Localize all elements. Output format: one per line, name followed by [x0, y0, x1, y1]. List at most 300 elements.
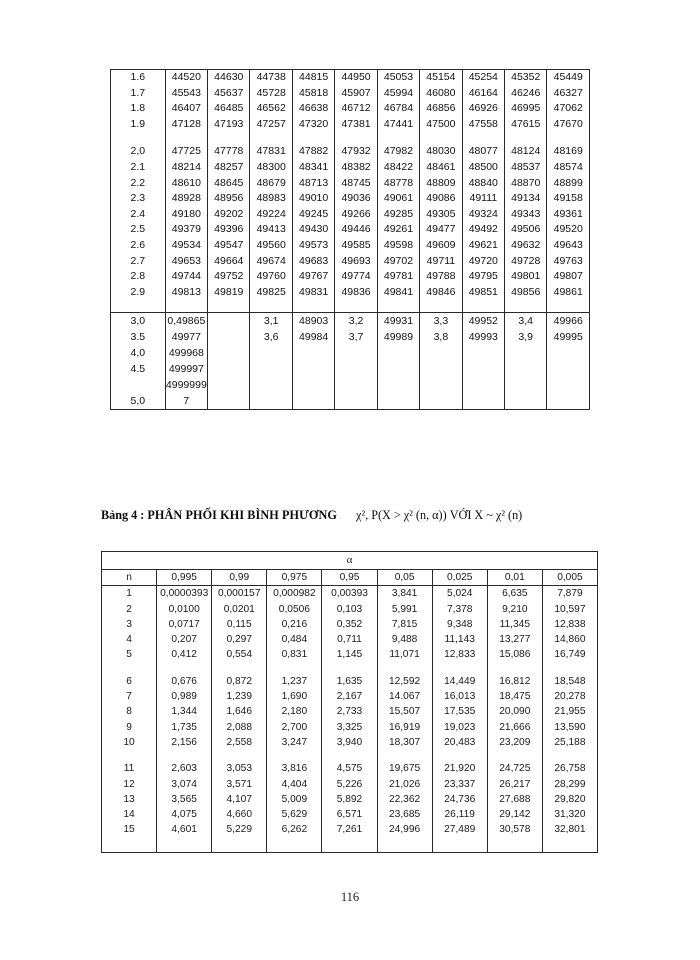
table-row: [111, 300, 590, 313]
data-cell: [335, 393, 377, 410]
data-cell: 3,2: [335, 313, 377, 330]
data-cell: 49841: [377, 285, 419, 301]
data-cell: 49693: [335, 254, 377, 270]
data-cell: 49609: [420, 238, 462, 254]
data-cell: 18,307: [377, 735, 432, 750]
data-cell: 24,736: [432, 792, 487, 807]
data-cell: 49343: [505, 207, 547, 223]
row-header-cell: 2.3: [111, 191, 166, 207]
data-cell: [462, 345, 504, 361]
data-cell: 3,940: [322, 735, 377, 750]
row-header-cell: 15: [102, 822, 157, 837]
data-cell: 49643: [547, 238, 590, 254]
table-row: [111, 361, 590, 377]
data-cell: 45154: [420, 70, 462, 86]
data-cell: 49993: [462, 329, 504, 345]
data-cell: 47128: [165, 117, 207, 133]
data-cell: 49158: [547, 191, 590, 207]
data-cell: 46407: [165, 101, 207, 117]
data-cell: 49788: [420, 269, 462, 285]
row-header-cell: [111, 377, 166, 393]
data-cell: 0,000157: [212, 586, 267, 602]
normal-distribution-table: [110, 69, 590, 410]
data-cell: 48574: [547, 160, 590, 176]
data-cell: 47882: [292, 144, 334, 160]
row-header-cell: 3: [102, 617, 157, 632]
data-cell: 16,749: [542, 647, 597, 662]
table-row: [102, 632, 598, 647]
data-cell: [420, 345, 462, 361]
table-row: [102, 822, 598, 837]
data-cell: 49795: [462, 269, 504, 285]
data-cell: 15,507: [377, 704, 432, 719]
data-cell: 48679: [250, 176, 292, 192]
table-row: [111, 269, 590, 285]
row-header-cell: 7: [102, 689, 157, 704]
data-cell: 48983: [250, 191, 292, 207]
data-cell: [292, 300, 334, 313]
data-cell: 6,571: [322, 807, 377, 822]
data-cell: 49744: [165, 269, 207, 285]
data-cell: 0,872: [212, 674, 267, 689]
data-cell: 12,833: [432, 647, 487, 662]
data-cell: 7,879: [542, 586, 597, 602]
data-cell: 1,735: [157, 720, 212, 735]
spacer-row: [102, 838, 598, 853]
data-cell: 6,635: [487, 586, 542, 602]
table4-heading: PHÂN PHỐI KHI BÌNH PHƯƠNG: [147, 508, 337, 522]
data-cell: 5,024: [432, 586, 487, 602]
table-row: [111, 345, 590, 361]
data-cell: [250, 377, 292, 393]
data-cell: 49111: [462, 191, 504, 207]
data-cell: [462, 377, 504, 393]
data-cell: 49361: [547, 207, 590, 223]
data-cell: 49632: [505, 238, 547, 254]
data-cell: 49305: [420, 207, 462, 223]
data-cell: 48537: [505, 160, 547, 176]
data-cell: [250, 393, 292, 410]
data-cell: 49674: [250, 254, 292, 270]
spacer-row: [102, 750, 598, 761]
data-cell: 0,412: [157, 647, 212, 662]
data-cell: 20,278: [542, 689, 597, 704]
data-cell: [505, 361, 547, 377]
data-cell: 23,685: [377, 807, 432, 822]
data-cell: 48461: [420, 160, 462, 176]
data-cell: 49846: [420, 285, 462, 301]
data-cell: 19,675: [377, 761, 432, 776]
data-cell: 48645: [208, 176, 250, 192]
data-cell: 48956: [208, 191, 250, 207]
data-cell: 49547: [208, 238, 250, 254]
data-cell: 47193: [208, 117, 250, 133]
data-cell: 499968: [165, 345, 207, 361]
data-cell: 45053: [377, 70, 419, 86]
data-cell: [505, 393, 547, 410]
data-cell: 45254: [462, 70, 504, 86]
data-cell: 25,188: [542, 735, 597, 750]
data-cell: 7,815: [377, 617, 432, 632]
data-cell: 47615: [505, 117, 547, 133]
row-header-cell: 14: [102, 807, 157, 822]
data-cell: 49711: [420, 254, 462, 270]
alpha-level-header: 0,005: [542, 570, 597, 586]
data-cell: 5,892: [322, 792, 377, 807]
data-cell: [505, 132, 547, 144]
spacer-cell: [157, 838, 212, 853]
data-cell: 11,345: [487, 617, 542, 632]
data-cell: 49598: [377, 238, 419, 254]
data-cell: 3,6: [250, 329, 292, 345]
row-header-cell: [111, 300, 166, 313]
data-cell: 0,103: [322, 602, 377, 617]
data-cell: [250, 345, 292, 361]
data-cell: 49763: [547, 254, 590, 270]
data-cell: 3,571: [212, 777, 267, 792]
table-row: [102, 617, 598, 632]
data-cell: 49664: [208, 254, 250, 270]
data-cell: 49683: [292, 254, 334, 270]
data-cell: 7,378: [432, 602, 487, 617]
data-cell: 49202: [208, 207, 250, 223]
data-cell: 45352: [505, 70, 547, 86]
spacer-cell: [432, 663, 487, 674]
table-row: [111, 313, 590, 330]
data-cell: 49010: [292, 191, 334, 207]
table-row: [102, 647, 598, 662]
data-cell: 0,0506: [267, 602, 322, 617]
data-cell: 44630: [208, 70, 250, 86]
spacer-cell: [212, 838, 267, 853]
data-cell: 48030: [420, 144, 462, 160]
data-cell: 3,565: [157, 792, 212, 807]
data-cell: 21,026: [377, 777, 432, 792]
data-cell: 2,558: [212, 735, 267, 750]
data-cell: 26,758: [542, 761, 597, 776]
alpha-level-header: 0,025: [432, 570, 487, 586]
data-cell: 0,711: [322, 632, 377, 647]
data-cell: 15,086: [487, 647, 542, 662]
data-cell: 49952: [462, 313, 504, 330]
data-cell: [547, 345, 590, 361]
alpha-header-row: [102, 552, 598, 570]
spacer-cell: [212, 750, 267, 761]
data-cell: [420, 393, 462, 410]
data-cell: 45994: [377, 86, 419, 102]
spacer-cell: [377, 663, 432, 674]
data-cell: [462, 300, 504, 313]
data-cell: 44950: [335, 70, 377, 86]
data-cell: 49856: [505, 285, 547, 301]
data-cell: 47558: [462, 117, 504, 133]
data-cell: 0,484: [267, 632, 322, 647]
spacer-cell: [157, 663, 212, 674]
data-cell: 1,239: [212, 689, 267, 704]
data-cell: 48870: [505, 176, 547, 192]
data-cell: 45449: [547, 70, 590, 86]
spacer-cell: [542, 663, 597, 674]
data-cell: 29,142: [487, 807, 542, 822]
data-cell: 1,646: [212, 704, 267, 719]
data-cell: [250, 132, 292, 144]
data-cell: 28,299: [542, 777, 597, 792]
data-cell: [335, 345, 377, 361]
spacer-cell: [542, 838, 597, 853]
data-cell: 48899: [547, 176, 590, 192]
spacer-cell: [267, 663, 322, 674]
data-cell: 0,0201: [212, 602, 267, 617]
data-cell: 49801: [505, 269, 547, 285]
data-cell: 48713: [292, 176, 334, 192]
data-cell: 46164: [462, 86, 504, 102]
data-cell: 27,489: [432, 822, 487, 837]
data-cell: 3,325: [322, 720, 377, 735]
data-cell: 48778: [377, 176, 419, 192]
data-cell: 23,209: [487, 735, 542, 750]
data-cell: 4,404: [267, 777, 322, 792]
data-cell: [505, 345, 547, 361]
data-cell: [547, 361, 590, 377]
data-cell: 49506: [505, 222, 547, 238]
data-cell: 0,00393: [322, 586, 377, 602]
data-cell: [377, 132, 419, 144]
data-cell: [547, 300, 590, 313]
row-header-cell: 3,0: [111, 313, 166, 330]
data-cell: [505, 300, 547, 313]
data-cell: [292, 132, 334, 144]
data-cell: 1,635: [322, 674, 377, 689]
data-cell: 2,167: [322, 689, 377, 704]
data-cell: 12,838: [542, 617, 597, 632]
data-cell: [335, 361, 377, 377]
spacer-cell: [267, 750, 322, 761]
row-header-cell: 2.5: [111, 222, 166, 238]
table4-formula: χ², P(X > χ² (n, α)) VỚI X ~ χ² (n): [356, 508, 523, 522]
data-cell: 49861: [547, 285, 590, 301]
data-cell: 16,812: [487, 674, 542, 689]
data-cell: 49702: [377, 254, 419, 270]
data-cell: 49285: [377, 207, 419, 223]
data-cell: 48903: [292, 313, 334, 330]
row-header-cell: 4,0: [111, 345, 166, 361]
data-cell: 9,210: [487, 602, 542, 617]
data-cell: 0,989: [157, 689, 212, 704]
data-cell: 49984: [292, 329, 334, 345]
data-cell: 45818: [292, 86, 334, 102]
data-cell: 49560: [250, 238, 292, 254]
spacer-cell: [432, 838, 487, 853]
data-cell: 0,0100: [157, 602, 212, 617]
data-cell: 3,8: [420, 329, 462, 345]
data-cell: 7,261: [322, 822, 377, 837]
row-header-cell: 2: [102, 602, 157, 617]
table-row: [111, 144, 590, 160]
data-cell: [292, 377, 334, 393]
data-cell: 48300: [250, 160, 292, 176]
spacer-cell: [212, 663, 267, 674]
data-cell: 3,247: [267, 735, 322, 750]
data-cell: 3,9: [505, 329, 547, 345]
data-cell: [208, 329, 250, 345]
table-row: [102, 689, 598, 704]
data-cell: 0,831: [267, 647, 322, 662]
row-header-cell: 2.8: [111, 269, 166, 285]
data-cell: 3,053: [212, 761, 267, 776]
row-header-cell: [111, 132, 166, 144]
data-cell: 17,535: [432, 704, 487, 719]
row-header-cell: 1.8: [111, 101, 166, 117]
data-cell: 46856: [420, 101, 462, 117]
data-cell: 47381: [335, 117, 377, 133]
table-row: [111, 207, 590, 223]
spacer-cell: [542, 750, 597, 761]
data-cell: 14.067: [377, 689, 432, 704]
data-cell: [547, 132, 590, 144]
data-cell: 49492: [462, 222, 504, 238]
row-header-cell: 5: [102, 647, 157, 662]
data-cell: 26,119: [432, 807, 487, 822]
row-header-cell: 8: [102, 704, 157, 719]
spacer-cell: [322, 663, 377, 674]
data-cell: 47257: [250, 117, 292, 133]
table-row: [111, 285, 590, 301]
data-cell: 49728: [505, 254, 547, 270]
data-cell: 0,554: [212, 647, 267, 662]
spacer-cell: [102, 750, 157, 761]
data-cell: 0,207: [157, 632, 212, 647]
data-cell: 0,0717: [157, 617, 212, 632]
data-cell: 5,229: [212, 822, 267, 837]
data-cell: 16,013: [432, 689, 487, 704]
data-cell: 46995: [505, 101, 547, 117]
data-cell: [292, 361, 334, 377]
data-cell: 4,601: [157, 822, 212, 837]
data-cell: 49261: [377, 222, 419, 238]
alpha-level-header: 0,995: [157, 570, 212, 586]
row-header-cell: 11: [102, 761, 157, 776]
data-cell: 45637: [208, 86, 250, 102]
data-cell: 2,088: [212, 720, 267, 735]
table-row: [102, 792, 598, 807]
data-cell: 12,592: [377, 674, 432, 689]
data-cell: 48840: [462, 176, 504, 192]
data-cell: 18,475: [487, 689, 542, 704]
data-cell: 14,860: [542, 632, 597, 647]
data-cell: 21,666: [487, 720, 542, 735]
row-header-cell: 2.4: [111, 207, 166, 223]
data-cell: [208, 345, 250, 361]
alpha-level-header: 0,95: [322, 570, 377, 586]
data-cell: 47441: [377, 117, 419, 133]
data-cell: 48169: [547, 144, 590, 160]
data-cell: 49621: [462, 238, 504, 254]
data-cell: 3,841: [377, 586, 432, 602]
data-cell: 49446: [335, 222, 377, 238]
data-cell: 48610: [165, 176, 207, 192]
data-cell: 11,143: [432, 632, 487, 647]
spacer-cell: [377, 750, 432, 761]
data-cell: 49134: [505, 191, 547, 207]
data-cell: 49760: [250, 269, 292, 285]
spacer-cell: [377, 838, 432, 853]
data-cell: 49995: [547, 329, 590, 345]
data-cell: 2,700: [267, 720, 322, 735]
data-cell: 24,996: [377, 822, 432, 837]
data-cell: 499997: [165, 361, 207, 377]
data-cell: 1,237: [267, 674, 322, 689]
data-cell: 10,597: [542, 602, 597, 617]
alpha-symbol-header: α: [102, 552, 598, 570]
table-row: [111, 117, 590, 133]
data-cell: 0,297: [212, 632, 267, 647]
data-cell: 49825: [250, 285, 292, 301]
data-cell: 49266: [335, 207, 377, 223]
data-cell: 49819: [208, 285, 250, 301]
data-cell: 11,071: [377, 647, 432, 662]
data-cell: [292, 393, 334, 410]
column-header-row: [102, 570, 598, 586]
table-row: [102, 602, 598, 617]
data-cell: 7: [165, 393, 207, 410]
data-cell: 3,1: [250, 313, 292, 330]
data-cell: 46485: [208, 101, 250, 117]
data-cell: 48124: [505, 144, 547, 160]
data-cell: 48341: [292, 160, 334, 176]
data-cell: 49534: [165, 238, 207, 254]
spacer-cell: [322, 838, 377, 853]
data-cell: 49774: [335, 269, 377, 285]
data-cell: 44815: [292, 70, 334, 86]
data-cell: 46080: [420, 86, 462, 102]
data-cell: [208, 313, 250, 330]
page-number: 116: [340, 890, 360, 904]
data-cell: 48809: [420, 176, 462, 192]
data-cell: 1,145: [322, 647, 377, 662]
data-cell: [420, 361, 462, 377]
table-row: [111, 160, 590, 176]
data-cell: 48928: [165, 191, 207, 207]
row-header-cell: 9: [102, 720, 157, 735]
alpha-level-header: 0,01: [487, 570, 542, 586]
data-cell: 0,115: [212, 617, 267, 632]
data-cell: 49781: [377, 269, 419, 285]
data-cell: 49966: [547, 313, 590, 330]
data-cell: [292, 345, 334, 361]
row-header-cell: 2.7: [111, 254, 166, 270]
table-row: [102, 704, 598, 719]
spacer-cell: [487, 750, 542, 761]
data-cell: 49720: [462, 254, 504, 270]
alpha-level-header: 0,99: [212, 570, 267, 586]
data-cell: 44520: [165, 70, 207, 86]
data-cell: [165, 300, 207, 313]
data-cell: 47831: [250, 144, 292, 160]
data-cell: 0,49865: [165, 313, 207, 330]
data-cell: 47320: [292, 117, 334, 133]
data-cell: 0,352: [322, 617, 377, 632]
data-cell: 30,578: [487, 822, 542, 837]
data-cell: 18,548: [542, 674, 597, 689]
data-cell: 46327: [547, 86, 590, 102]
data-cell: 49224: [250, 207, 292, 223]
spacer-cell: [487, 663, 542, 674]
data-cell: 5,226: [322, 777, 377, 792]
spacer-cell: [102, 838, 157, 853]
spacer-cell: [157, 750, 212, 761]
data-cell: 0,216: [267, 617, 322, 632]
table-row: [111, 191, 590, 207]
